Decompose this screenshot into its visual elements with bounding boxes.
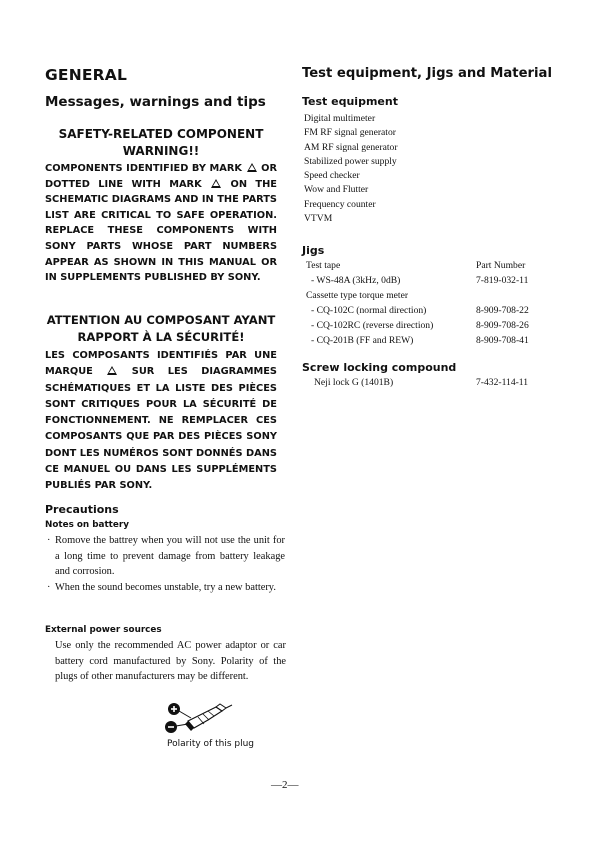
screw-locking-heading: Screw locking compound: [302, 361, 457, 374]
table-row: [314, 375, 534, 390]
external-power-heading: External power sources: [45, 625, 162, 635]
safety-mark-icon: [107, 366, 117, 375]
jig-item: Test tape: [306, 260, 341, 271]
list-item-text: When the sound becomes unstable, try a new battery.: [55, 581, 276, 593]
safety-mark-icon: [247, 163, 257, 172]
page-number: —2—: [271, 779, 299, 791]
table-row: [306, 288, 534, 303]
section-heading-general: GENERAL: [45, 66, 128, 84]
battery-notes-list: [45, 533, 285, 595]
list-item: VTVM: [304, 213, 333, 225]
table-row: [306, 318, 534, 333]
safety-warning-body: [45, 161, 277, 286]
attention-title-line: ATTENTION AU COMPOSANT AYANT: [46, 313, 276, 327]
attention-title-line: RAPPORT À LA SÉCURITÉ!: [77, 330, 245, 344]
attention-text: LES COMPOSANTS IDENTIFIÉS PAR UNE MARQUE: [45, 350, 277, 378]
safety-title-line: SAFETY-RELATED COMPONENT: [58, 127, 264, 141]
table-row: [306, 258, 534, 273]
plug-caption: Polarity of this plug: [167, 739, 254, 749]
list-item-text: Romove the battrey when you will not use the unit for a long time to prevent damage from battery leakage and corrosion.: [55, 535, 285, 578]
list-item: Stabilized power supply: [304, 155, 397, 167]
plug-polarity-icon: [164, 701, 234, 739]
part-number: 8-909-708-22: [476, 305, 529, 316]
jigs-heading: Jigs: [302, 244, 325, 257]
part-number: 8-909-708-41: [476, 335, 529, 346]
jig-item: - CQ-102RC (reverse direction): [311, 320, 434, 331]
test-equipment-list: [304, 112, 398, 226]
attention-body: [45, 348, 277, 495]
external-power-text: Use only the recommended AC power adaptor or car battery cord manufactured by Sony. Polarity of the plugs of other manufacturers may be different.: [55, 640, 286, 683]
table-row: [306, 333, 534, 348]
list-item: [45, 533, 285, 580]
list-item: Frequency counter: [304, 198, 376, 210]
safety-text: ON THE SCHEMATIC DIAGRAMS AND IN THE PARTS LIST ARE CRITICAL TO SAFE OPERATION. REPLACE THESE COMPONENTS WITH SONY PARTS WHOSE PART NUMBERS APPEAR AS SHOWN IN THIS MANUAL OR IN SUPPLEMENTS PUBLISHED BY SONY.: [45, 178, 277, 284]
test-equipment-heading: Test equipment: [302, 95, 398, 108]
jig-item: - CQ-201B (FF and REW): [311, 335, 414, 346]
list-item: [45, 580, 285, 596]
part-number: 7-432-114-11: [476, 377, 529, 388]
part-number-header: Part Number: [476, 260, 526, 271]
bullet-icon: ·: [47, 535, 51, 546]
safety-warning-title: [45, 126, 277, 160]
bullet-icon: ·: [47, 581, 51, 593]
attention-text: SUR LES DIAGRAMMES SCHÉMATIQUES ET LA LISTE DES PIÈCES SONT CRITIQUES POUR LA SÉCURITÉ DE FONCTIONNEMENT. NE REMPLACER CES COMPOSANTS QUE PAR DES PIÈCES SONY DONT LES NUMÉROS SONT DONNÉS DANS CE MANUEL OU DANS LES SUPPLÉMENTS PUBLIÉS PAR SONY.: [45, 366, 277, 492]
list-item: AM RF signal generator: [304, 141, 398, 153]
list-item: FM RF signal generator: [304, 127, 396, 139]
attention-title: [45, 312, 277, 346]
part-number: 8-909-708-26: [476, 320, 529, 331]
list-item: Digital multimeter: [304, 113, 376, 124]
list-item: Wow and Flutter: [304, 184, 369, 196]
list-item: Speed checker: [304, 170, 360, 182]
safety-text: COMPONENTS IDENTIFIED BY MARK: [45, 163, 242, 174]
section-heading-test-equipment-jigs: Test equipment, Jigs and Material: [302, 66, 552, 81]
jig-item: - WS-48A (3kHz, 0dB): [311, 275, 401, 286]
jig-item: Cassette type torque meter: [306, 290, 409, 301]
screw-item: Neji lock G (1401B): [314, 377, 394, 388]
part-number: 7-819-032-11: [476, 275, 529, 286]
safety-title-line: WARNING!!: [122, 144, 200, 158]
safety-mark-icon: [211, 179, 221, 188]
battery-notes-heading: Notes on battery: [45, 520, 129, 530]
table-row: [306, 273, 534, 288]
safety-text: OR DOTTED LINE WITH MARK: [45, 163, 277, 190]
table-row: [306, 303, 534, 318]
precautions-heading: Precautions: [45, 503, 119, 516]
jigs-table: [306, 258, 534, 348]
subsection-heading-messages: Messages, warnings and tips: [45, 94, 266, 110]
jig-item: - CQ-102C (normal direction): [311, 305, 427, 316]
